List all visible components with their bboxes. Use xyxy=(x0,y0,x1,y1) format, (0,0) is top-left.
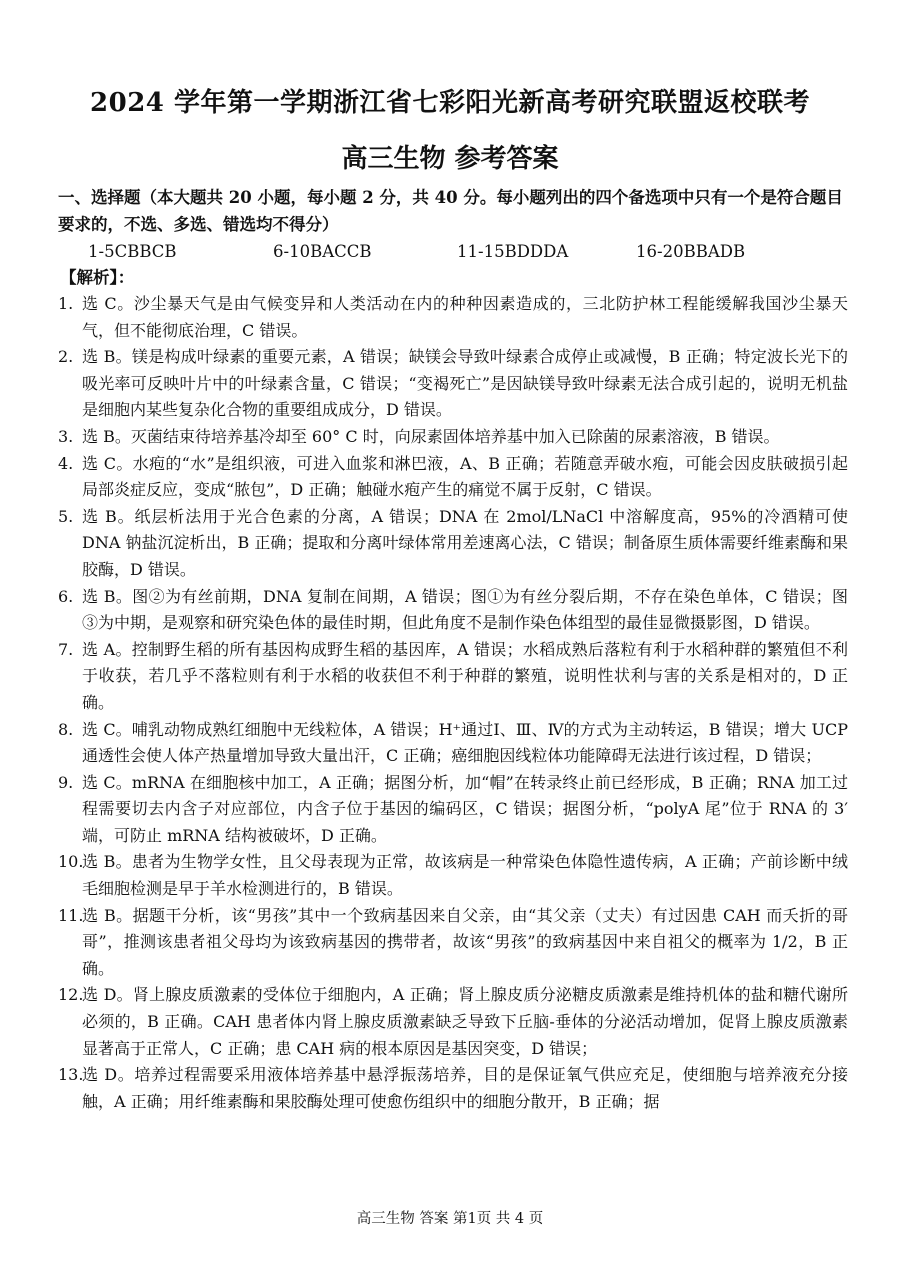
item-number: 10. xyxy=(58,852,84,872)
item-text: 选 B。据题干分析，该“男孩”其中一个致病基因来自父亲，由“其父亲（丈夫）有过因患 CAH 而夭折的哥哥”，推测该患者祖父母均为该致病基因的携带者，故该“男孩”的致病基因中来自祖父的概率为 1/2，B 正确。 xyxy=(82,905,848,978)
list-item xyxy=(58,424,848,451)
item-number: 6. xyxy=(58,586,74,606)
item-number: 1. xyxy=(58,294,74,313)
list-item xyxy=(58,903,848,983)
item-number: 12. xyxy=(58,985,84,1005)
answer-key-row xyxy=(0,238,900,265)
item-number: 11. xyxy=(58,905,84,925)
item-text: 选 B。纸层析法用于光合色素的分离，A 错误；DNA 在 2mol/LNaCl 中溶解度高，95%的冷酒精可使 DNA 钠盐沉淀析出，B 正确；提取和分离叶绿体常用差速离心法，C 错误；制备原生质体需要纤维素酶和果胶酶，D 错误。 xyxy=(82,506,848,579)
item-number: 2. xyxy=(58,347,74,367)
list-item xyxy=(58,717,848,770)
answer-group-1: 1-5CBBCB xyxy=(88,242,177,261)
item-text: 选 C。沙尘暴天气是由气候变异和人类活动在内的种种因素造成的，三北防护林工程能缓解我国沙尘暴天气，但不能彻底治理，C 错误。 xyxy=(82,294,848,340)
item-number: 13. xyxy=(58,1065,84,1085)
item-text: 选 B。患者为生物学女性，且父母表现为正常，故该病是一种常染色体隐性遗传病，A 正确；产前诊断中绒毛细胞检测是早于羊水检测进行的，B 错误。 xyxy=(82,852,848,899)
item-text: 选 A。控制野生稻的所有基因构成野生稻的基因库，A 错误；水稻成熟后落粒有利于水稻种群的繁殖但不利于收获，若几乎不落粒则有利于水稻的收获但不利于种群的繁殖，说明性状利与害的关系是相对的，D 正确。 xyxy=(82,639,848,712)
item-number: 5. xyxy=(58,506,74,526)
item-text: 选 C。哺乳动物成熟红细胞中无线粒体，A 错误；H⁺通过Ⅰ、Ⅲ、Ⅳ的方式为主动转运，B 错误；增大 UCP 通透性会使人体产热量增加导致大量出汗，C 正确；癌细胞因线粒体功能障碍无法进行该过程，D 错误； xyxy=(82,719,848,766)
page-subtitle: 高三生物 参考答案 xyxy=(341,144,559,174)
list-item xyxy=(58,504,848,584)
item-number: 9. xyxy=(58,772,74,792)
answer-group-3: 11-15BDDDA xyxy=(457,242,569,261)
list-item xyxy=(58,1062,848,1115)
list-item xyxy=(58,637,848,717)
list-item xyxy=(58,770,848,850)
list-item xyxy=(58,849,848,902)
answer-group-4: 16-20BBADB xyxy=(636,242,746,261)
item-text: 选 D。肾上腺皮质激素的受体位于细胞内，A 正确；肾上腺皮质分泌糖皮质激素是维持机体的盐和糖代谢所必须的，B 正确。CAH 患者体内肾上腺皮质激素缺乏导致下丘脑-垂体的分泌活动增加，促肾上腺皮质激素显著高于正常人，C 正确；患 CAH 病的根本原因是基因突变，D 错误； xyxy=(82,985,848,1058)
item-number: 8. xyxy=(58,719,74,739)
list-item xyxy=(58,451,848,504)
page-footer: 高三生物 答案 第1页 共 4 页 xyxy=(356,1211,544,1227)
list-item xyxy=(58,291,848,344)
item-text: 选 C。mRNA 在细胞核中加工，A 正确；据图分析，加“帽”在转录终止前已经形成，B 正确；RNA 加工过程需要切去内含子对应部位，内含子位于基因的编码区，C 错误；据图分析，“polyA 尾”位于 RNA 的 3′端，可防止 mRNA 结构被破坏，D 正确。 xyxy=(82,772,848,845)
list-item xyxy=(58,584,848,637)
item-number: 3. xyxy=(58,426,74,446)
analysis-label: 【解析】： xyxy=(60,268,135,287)
item-text: 选 B。图②为有丝前期，DNA 复制在间期，A 错误；图①为有丝分裂后期，不存在染色单体，C 错误；图③为中期，是观察和研究染色体的最佳时期，但此角度不是制作染色体组型的最佳显微摄影图，D 错误。 xyxy=(82,586,848,633)
list-item xyxy=(58,344,848,424)
item-text: 选 B。镁是构成叶绿素的重要元素，A 错误；缺镁会导致叶绿素合成停止或减慢，B 正确；特定波长光下的吸光率可反映叶片中的叶绿素含量，C 错误；“变褐死亡”是因缺镁导致叶绿素无法合成引起的，说明无机盐是细胞内某些复杂化合物的重要组成成分，D 错误。 xyxy=(82,347,848,420)
answer-group-2: 6-10BACCB xyxy=(273,242,372,261)
item-number: 7. xyxy=(58,639,74,659)
item-number: 4. xyxy=(58,453,74,473)
item-text: 选 B。灭菌结束待培养基冷却至 60° C 时，向尿素固体培养基中加入已除菌的尿素溶液，B 错误。 xyxy=(82,426,780,446)
item-text: 选 C。水疱的“水”是组织液，可进入血浆和淋巴液，A、B 正确；若随意弄破水疱，可能会因皮肤破损引起局部炎症反应，变成“脓包”，D 正确；触碰水疱产生的痛觉不属于反射，C 错误。 xyxy=(82,453,848,500)
analysis-list xyxy=(58,291,848,1115)
item-text: 选 D。培养过程需要采用液体培养基中悬浮振荡培养，目的是保证氧气供应充足，使细胞与培养液充分接触，A 正确；用纤维素酶和果胶酶处理可使愈伤组织中的细胞分散开，B 正确；据 xyxy=(82,1065,848,1111)
list-item xyxy=(58,982,848,1062)
section-heading: 一、选择题（本大题共 20 小题，每小题 2 分，共 40 分。每小题列出的四个备选项中只有一个是符合题目要求的，不选、多选、错选均不得分） xyxy=(58,188,843,234)
page-title: 2024 学年第一学期浙江省七彩阳光新高考研究联盟返校联考 xyxy=(90,88,810,118)
